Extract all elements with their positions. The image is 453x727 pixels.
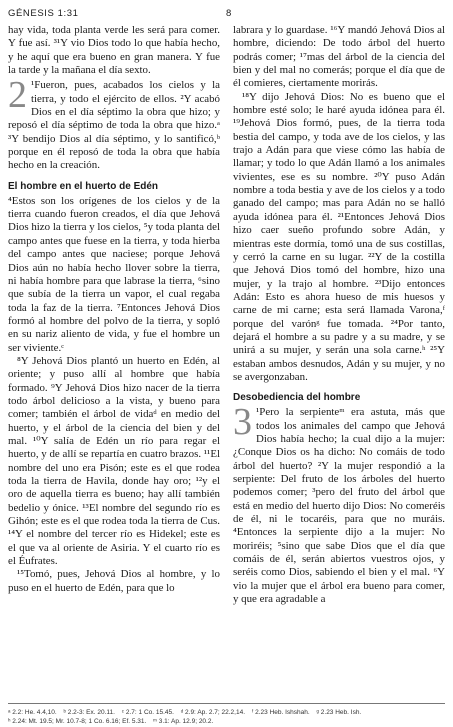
footnote: ᵈ 2.9: Ap. 2.7; 22.2,14. — [180, 709, 246, 716]
chapter-2-paragraph — [8, 74, 220, 172]
verse-paragraph: hay vida, toda planta verde les será para comer. Y fue así. ³¹Y vio Dios todo lo que había hecho, y he aquí que era bueno en gran manera. Y fue la tarde y la mañana el día sexto. — [8, 24, 220, 77]
chapter-2-text: ¹Fueron, pues, acabados los cielos y la tierra, y todo el ejército de ellos. ²Y acabó Dios en el día séptimo la obra que hizo; y reposó el día séptimo de toda la obra que hizo.ᵃ ³Y bendijo Dios al día séptimo, y lo santificó,ᵇ porque en él reposó de toda la obra que había hecho en la creación. — [8, 79, 220, 172]
section-heading-disobedience: Desobediencia del hombre — [233, 392, 361, 404]
verse-paragraph: ¹⁵Tomó, pues, Jehová Dios al hombre, y lo puso en el huerto de Edén, para que lo — [8, 568, 220, 594]
chapter-number-3: 3 — [233, 401, 252, 444]
text-columns — [8, 24, 445, 700]
right-column — [233, 24, 445, 700]
verse-paragraph: ⁴Estos son los orígenes de los cielos y de la tierra cuando fueron creados, el día que Jehová Dios hizo la tierra y los cielos, ⁵y toda planta del campo antes que fuese en la tierra, y toda hierba del campo antes que naciese; porque Jehová Dios aún no había hecho llover sobre la tierra, ni había hombre para que labrase la tierra, ⁶sino que subía de la tierra un vapor, el cual regaba toda la faz de la tierra. ⁷Entonces Jehová Dios formó al hombre del polvo de la tierra, y sopló en su nariz aliento de vida, y fue el hombre un ser viviente.ᶜ — [8, 194, 220, 354]
footnote: ᵇ 2.2-3: Ex. 20.11. — [63, 709, 115, 716]
footnote: ᶠ 2.23 Heb. Ishshah. — [251, 709, 310, 716]
chapter-3-text: ¹Pero la serpienteᵐ era astuta, más que todos los animales del campo que Jehová Dios había hecho; la cual dijo a la mujer: ¿Conque Dios os ha dicho: No comáis de todo árbol del huerto? ²Y la mujer respondió a la serpiente: Del fruto de los árboles del huerto podemos comer; ³pero del fruto del árbol que está en medio del huerto dijo Dios: No comeréis de él, ni le tocaréis, para que no muráis. ⁴Entonces la serpiente dijo a la mujer: No moriréis; ⁵sino que sabe Dios que el día que comáis de él, serán abiertos vuestros ojos, y seréis como Dios, sabiendo el bien y el mal. ⁶Y vio la mujer que el árbol era bueno para comer, y que era agradable a — [233, 406, 445, 606]
footnotes — [8, 703, 445, 726]
book-chapter-reference: GÉNESIS 1:31 — [8, 8, 79, 19]
chapter-3-paragraph — [233, 401, 445, 606]
verse-paragraph: ⁸Y Jehová Dios plantó un huerto en Edén, al oriente; y puso allí al hombre que había formado. ⁹Y Jehová Dios hizo nacer de la tierra todo árbol delicioso a la vista, y bueno para comer; también el árbol de vidaᵈ en medio del huerto, y el árbol de la ciencia del bien y del mal. ¹⁰Y salía de Edén un río para regar el huerto, y de allí se repartía en cuatro brazos. ¹¹El nombre del uno era Pisón; este es el que rodea toda la tierra de Havila, donde hay oro; ¹²y el oro de aquella tierra es bueno; hay allí también bedelio y ónice. ¹³El nombre del segundo río es Gihón; este es el que rodea toda la tierra de Cus. ¹⁴Y el nombre del tercer río es Hidekel; este es el que va al oriente de Asiria. Y el cuarto río es el Éufrates. — [8, 354, 220, 568]
chapter-number-2: 2 — [8, 74, 27, 117]
left-column — [8, 24, 220, 700]
section-heading-eden: El hombre en el huerto de Edén — [8, 180, 159, 192]
page-header — [8, 6, 445, 22]
footnote: ᵍ 2.23 Heb. Ish. — [316, 709, 362, 716]
footnote: ʰ 2.24: Mt. 19.5; Mr. 10.7-8; 1 Co. 6.16; Ef. 5.31. — [8, 718, 147, 725]
footnote: ᵐ 3.1: Ap. 12.9; 20.2. — [153, 718, 214, 725]
footnote: ᶜ 2.7: 1 Co. 15.45. — [121, 709, 174, 716]
footnote: ᵃ 2.2: He. 4.4,10. — [8, 709, 57, 716]
verse-paragraph: labrara y lo guardase. ¹⁶Y mandó Jehová Dios al hombre, diciendo: De todo árbol del huerto podrás comer; ¹⁷mas del árbol de la ciencia del bien y del mal no comerás; porque el día que de él comieres, ciertamente morirás. — [233, 24, 445, 90]
page-number: 8 — [226, 8, 232, 19]
verse-paragraph: ¹⁸Y dijo Jehová Dios: No es bueno que el hombre esté solo; le haré ayuda idónea para él. ¹⁹Jehová Dios formó, pues, de la tierra toda bestia del campo, y toda ave de los cielos, y las trajo a Adán para que viese cómo las había de llamar; y todo lo que Adán llamó a los animales vivientes, ese es su nombre. ²⁰Y puso Adán nombre a toda bestia y ave de los cielos y a todo ganado del campo; mas para Adán no se halló ayuda idónea para él. ²¹Entonces Jehová Dios hizo caer sueño profundo sobre Adán, y mientras este dormía, tomó una de sus costillas, y cerró la carne en su lugar. ²²Y de la costilla que Jehová Dios tomó del hombre, hizo una mujer, y la trajo al hombre. ²³Dijo entonces Adán: Esto es ahora hueso de mis huesos y carne de mi carne; esta será llamada Varona,ᶠ porque del varónᵍ fue tomada. ²⁴Por tanto, dejará el hombre a su padre y a su madre, y se unirá a su mujer, y serán una sola carne.ʰ ²⁵Y estaban ambos desnudos, Adán y su mujer, y no se avergonzaban. — [233, 90, 445, 383]
